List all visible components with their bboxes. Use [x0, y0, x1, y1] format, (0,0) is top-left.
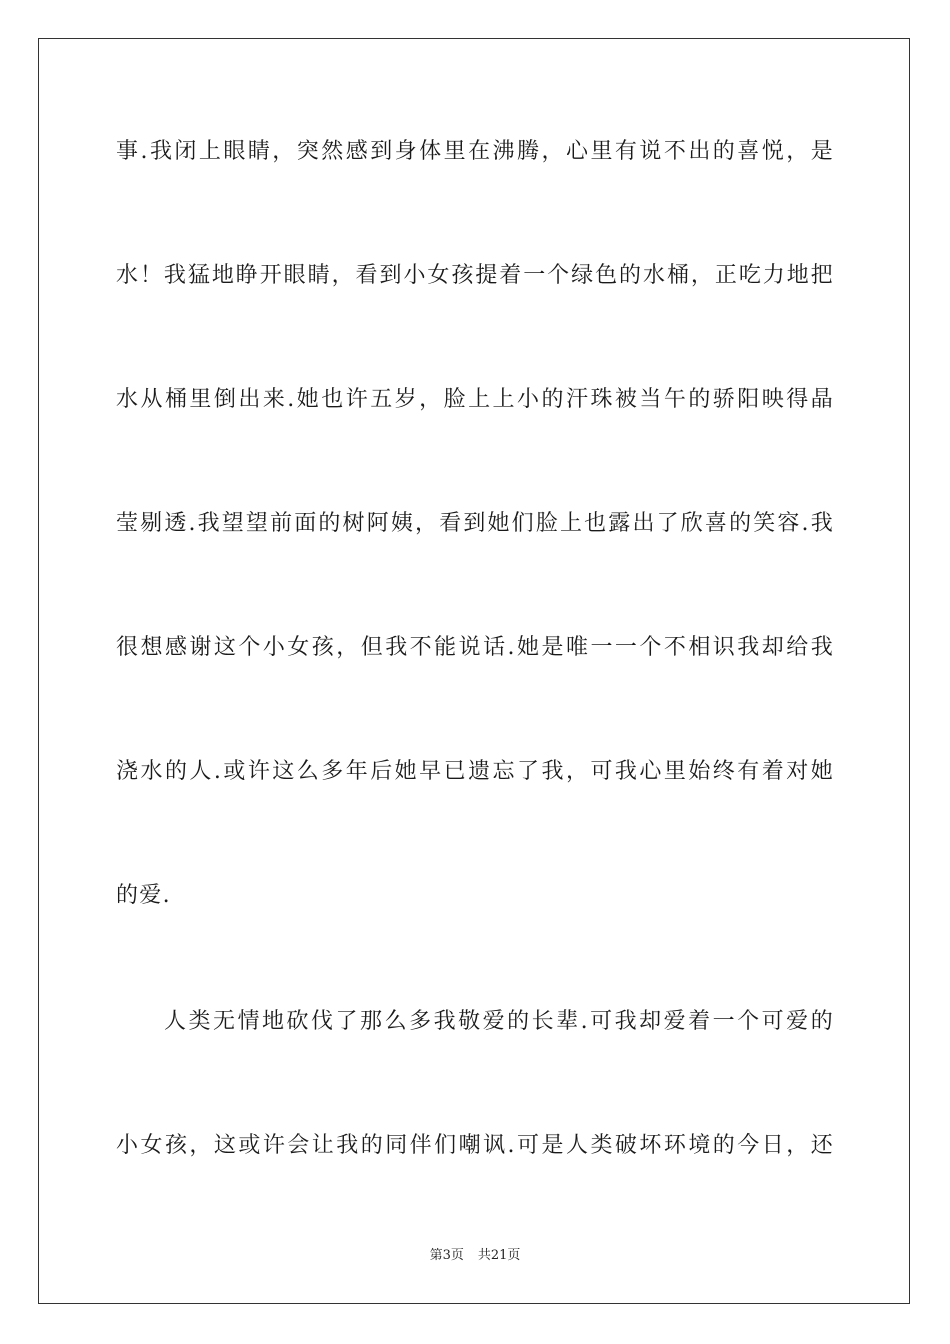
paragraph-line: 人类无情地砍伐了那么多我敬爱的长辈.可我却爱着一个可爱的	[164, 1009, 834, 1034]
page-border	[38, 38, 910, 1304]
paragraph-line: 浇水的人.或许这么多年后她早已遗忘了我，可我心里始终有着对她	[116, 759, 834, 784]
paragraph-line: 水从桶里倒出来.她也许五岁，脸上上小的汗珠被当午的骄阳映得晶	[116, 387, 834, 412]
paragraph-line: 很想感谢这个小女孩，但我不能说话.她是唯一一个不相识我却给我	[116, 635, 834, 660]
page-footer	[0, 1247, 950, 1265]
paragraph-line: 小女孩，这或许会让我的同伴们嘲讽.可是人类破坏环境的今日，还	[116, 1133, 834, 1158]
paragraph-line: 的爱.	[116, 883, 171, 908]
paragraph-line: 莹剔透.我望望前面的树阿姨，看到她们脸上也露出了欣喜的笑容.我	[116, 511, 834, 536]
paragraph-line: 事.我闭上眼睛，突然感到身体里在沸腾，心里有说不出的喜悦，是	[116, 139, 834, 164]
total-pages: 共21页	[477, 1248, 521, 1263]
page-number: 第3页	[429, 1248, 464, 1263]
paragraph-line: 水！我猛地睁开眼睛，看到小女孩提着一个绿色的水桶，正吃力地把	[116, 263, 834, 288]
